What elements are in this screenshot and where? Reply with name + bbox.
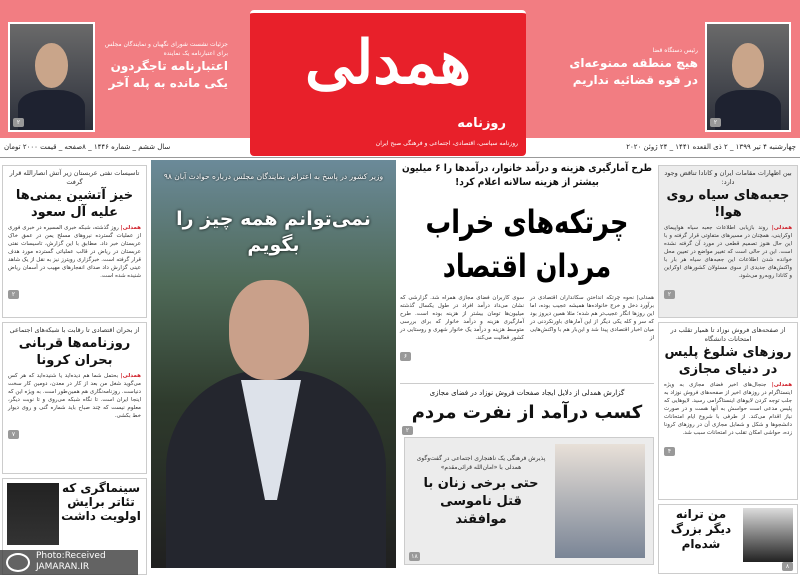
main-kicker: طرح آمارگیری هزینه و درآمد خانوار، درآمدها را ۶ میلیون بیشتر از هزینه سالانه اعلام کرد! — [402, 163, 652, 188]
main-headline[interactable]: چرتکه‌های خراب مردان اقتصاد — [425, 203, 629, 285]
teaser-right[interactable] — [560, 46, 698, 89]
tagline: روزنامه سیاسی، اقتصادی، اجتماعی و فرهنگی صبح ایران — [375, 140, 518, 147]
newspaper-logo — [250, 10, 526, 156]
left-story-2[interactable] — [2, 322, 147, 474]
teaser-headline: اعتبارنامه تاجگردون یکی مانده به پله آخر — [108, 59, 228, 90]
logo-prefix: روزنامه — [457, 116, 506, 131]
teaser-left[interactable] — [100, 40, 228, 92]
interview-box[interactable] — [404, 437, 654, 565]
main-body-col1: همدلی| نحوه چرتکه انداختن سکانداران اقتصادی در برآورد دخل و خرج خانواده‌ها همیشه عجیب بوده، اما این روزها انگار عجیب‌تر هم شده؛ مثلا همین دیروز بود که سر و کله یکی دیگر از این آمارهای باورنکردنی در میان اخبار اقتصادی پیدا شد و این‌بار هم با واکنش‌هایی از — [530, 295, 654, 341]
teaser-left-photo — [8, 22, 95, 132]
story-kicker: تاسیسات نفتی عربستان زیر آتش انصارالله قرار گرفت — [9, 169, 140, 186]
interview-kicker: پذیرش فرهنگی یک ناهنجاری اجتماعی در گفت‌وگوی همدلی با «امان‌الله قرائی‌مقدم» — [416, 455, 546, 471]
story-body: بحتمل شما هم دیده‌اید یا شنیده‌اید که هر کس می‌گوید شغل من بعد از کار در معدن، دومین کار سخت دنیاست. روزنامه‌نگاری هم همین‌طور است. به ویژه این که اینجا ایران است. تا نگاه شبکه می‌روی و تا نوبت دیگر، معلوم نیست که چند صباح باید شماره گنی و روی دیوار خط بکشی. — [8, 373, 141, 419]
second-kicker: گزارش همدلی از دلایل ایجاد صفحات فروش نوزاد در فضای مجازی — [429, 389, 625, 397]
right-story-3[interactable] — [658, 504, 798, 574]
page-number: ۲ — [402, 426, 413, 435]
main-body-col2-wrap — [400, 294, 524, 360]
second-headline[interactable]: کسب درآمد از نفرت مردم — [411, 402, 643, 423]
left-story-1[interactable] — [2, 165, 147, 318]
story-headline: روزهای شلوغ پلیس در دنیای مجازی — [664, 345, 792, 377]
divider — [0, 157, 800, 158]
teaser-right-photo — [705, 22, 791, 132]
main-body-col2: سوی کاربران فضای مجازی همراه شد. گزارشی که نشان می‌داد درآمد افراد در طول یکسال گذشته میلیون‌ها تومان بیشتر از هزینه بوده است. طرح آمارگیری هزینه و درآمد خانوار که برای بررسی متوسط هزینه و درآمد یک خانوار شهری و روستایی در کشور فعالیت می‌کند. — [400, 295, 524, 341]
story-headline: سینماگری که تئاتر برایش اولویت داشت — [61, 481, 141, 523]
story-kicker: از بحران اقتصادی تا رقابت با شبکه‌های اجتماعی — [9, 326, 140, 334]
story-headline: روزنامه‌ها قربانی بحران کرونا — [18, 336, 131, 368]
date-line: چهارشنبه ۴ تیر ۱۳۹۹ _ ۲ ذی القعده ۱۴۴۱ _ ۲۴ ژوئن ۲۰۲۰ — [626, 143, 796, 151]
photo-story[interactable] — [151, 160, 396, 568]
right-story-1[interactable] — [658, 165, 798, 318]
story-headline: من ترانه دیگر بزرگ شده‌ام — [670, 507, 732, 551]
story-photo — [743, 508, 793, 562]
logo-mark: همدلی — [304, 28, 472, 98]
teaser-headline: هیچ منطقه ممنوعه‌ای در قوه قضائیه نداریم — [569, 56, 698, 87]
page-number: ۴ — [664, 447, 675, 456]
page-number: ۲ — [710, 118, 721, 127]
story-kicker: از صفحه‌های فروش نوزاد تا همیار تقلب در امتحانات دانشگاه — [670, 326, 786, 343]
page-number: ۲ — [13, 118, 24, 127]
story-body: روز گذشته، شبکه خبری المسیره در خبری فوری از عملیات گسترده نیروهای مسلح یمن در عمق خاک عربستان خبر داد. مطابق با این گزارش، تاسیسات نفتی عربستان در ریاض در قالب عملیاتی گسترده مورد هدف قرار گرفته است. خبرگزاری رویترز نیز به نقل از یک شاهد عینی گزارش داد صدای انفجارهای مهیب در آسمان ریاض شنیده شده است. — [8, 225, 141, 279]
teaser-kicker: جزئیات نشست شورای نگهبان و نمایندگان مجلس برای اعتبارنامه یک نماینده — [104, 41, 228, 57]
source-label: همدلی| — [120, 373, 141, 379]
page-number: ۲ — [8, 290, 19, 299]
source-label: همدلی| — [120, 225, 141, 231]
source-label: همدلی| — [771, 382, 793, 388]
photo-story-kicker: وزیر کشور در پاسخ به اعتراض نمایندگان مجلس درباره حوادث آبان ۹۸ — [163, 172, 384, 181]
teaser-kicker: رئیس دستگاه قضا — [652, 47, 698, 54]
story-photo — [7, 483, 59, 545]
source-label: همدلی| — [771, 225, 793, 231]
story-headline: جعبه‌های سیاه روی هوا! — [666, 188, 790, 220]
page-number: ۷ — [8, 430, 19, 439]
story-kicker: بین اظهارات مقامات ایران و کانادا تناقض وجود دارد: — [664, 169, 792, 186]
watermark-line2: JAMARAN.IR — [36, 562, 90, 572]
page-number: ۲ — [664, 290, 675, 299]
interview-photo — [555, 444, 645, 558]
story-headline: خیز آتشین یمنی‌ها علیه آل سعود — [15, 188, 134, 220]
jamaran-logo-icon — [6, 553, 30, 572]
interview-headline: حتی برخی زنان با قتل ناموسی موافقند — [423, 476, 539, 527]
page-number: ۱۸ — [409, 552, 420, 561]
watermark-line1: Photo:Received — [36, 551, 106, 561]
photo-story-headline: نمی‌توانم همه چیز را بگویم — [176, 208, 371, 256]
page-number: ۸ — [782, 562, 793, 571]
story-body: جنجال‌های اخیر فضای مجازی به ویژه اینستاگرام در روزهای اخیر از صفحه‌های فروش نوزاد به جلب توجه کردن لایوهای اینستاگرامی رسید. لایوهایی که پلیس مدعی است حواسش به آنها هست و در صورت نیاز اقدام می‌کند. از طرفی با شروع ایام امتحانات دانشجوها و شکل و شمایل مجازی آن در روزهای کرونا زده، حواشی امکان تقلب در امتحانات سبب شد. — [664, 382, 792, 436]
page-number: ۶ — [400, 352, 411, 361]
photo-watermark — [0, 550, 138, 575]
issue-line: سال ششم _ شماره ۱۴۴۶ _ ۸صفحه _ قیمت ۲۰۰۰ تومان — [4, 143, 171, 151]
right-story-2[interactable] — [658, 322, 798, 500]
story-body: روند بازیابی اطلاعات جعبه سیاه هواپیمای اوکراینی، همچنان در مسیرهای متفاوتی قرار گرفته و با این حال هنوز تصمیم قطعی در مورد آن گرفته نشده است. این در حالی است که تغییر مواضع در تعیین محل خوانده شدن اطلاعات این جعبه‌های سیاه هر بار با واکنش‌های جدیدی از سوی مسئولان کشورهای اوکراین و کانادا روبه‌رو می‌شود. — [664, 225, 792, 279]
divider — [400, 383, 654, 384]
